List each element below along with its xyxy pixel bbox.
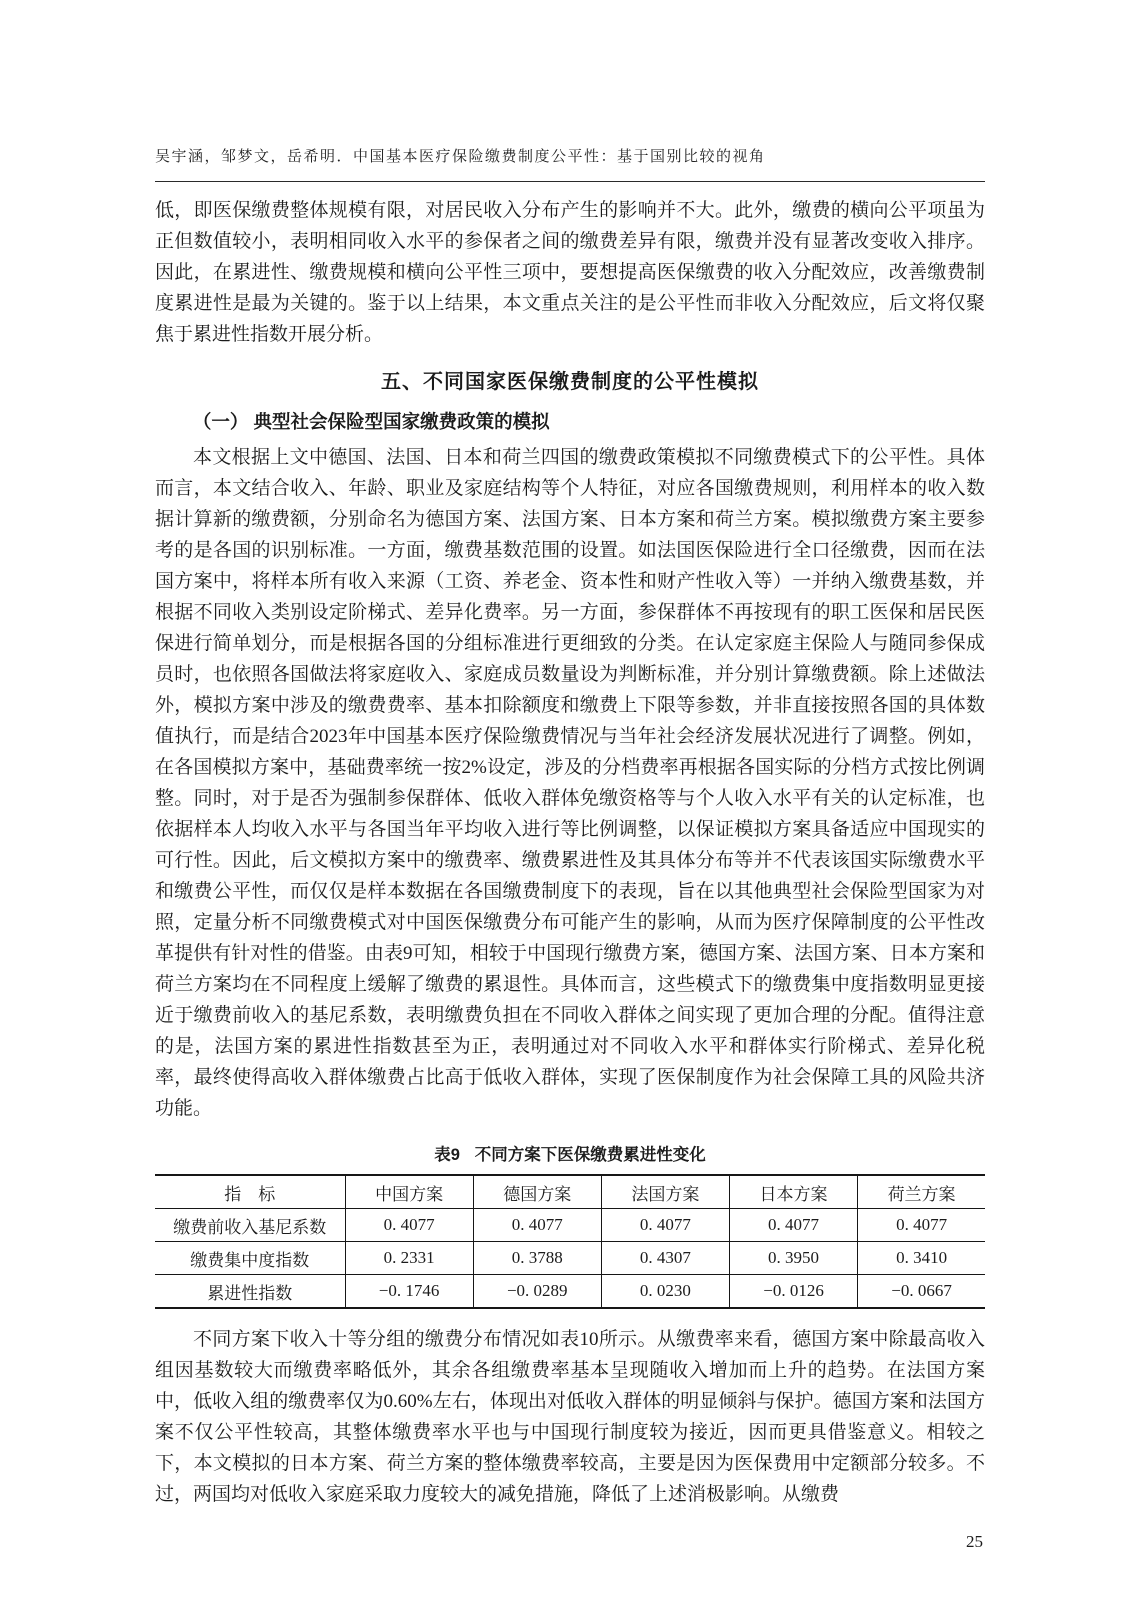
table-cell: 0. 4077 xyxy=(601,1209,729,1242)
table9 xyxy=(155,1174,985,1309)
table-cell: −0. 0667 xyxy=(858,1275,985,1309)
table-row xyxy=(155,1209,985,1242)
table9-caption-title: 不同方案下医保缴费累进性变化 xyxy=(474,1146,706,1164)
section-heading: 五、不同国家医保缴费制度的公平性模拟 xyxy=(381,371,759,393)
col-header-japan: 日本方案 xyxy=(729,1175,857,1209)
col-header-netherlands: 荷兰方案 xyxy=(858,1175,985,1209)
table-row xyxy=(155,1275,985,1309)
table-cell: 0. 4077 xyxy=(729,1209,857,1242)
paragraph-simulation: 本文根据上文中德国、法国、日本和荷兰四国的缴费政策模拟不同缴费模式下的公平性。具体而言，本文结合收入、年龄、职业及家庭结构等个人特征，对应各国缴费规则，利用样本的收入数据计算新的缴费额，分别命名为德国方案、法国方案、日本方案和荷兰方案。模拟缴费方案主要参考的是各国的识别标准。一方面，缴费基数范围的设置。如法国医保险进行全口径缴费，因而在法国方案中，将样本所有收入来源（工资、养老金、资本性和财产性收入等）一并纳入缴费基数，并根据不同收入类别设定阶梯式、差异化费率。另一方面，参保群体不再按现有的职工医保和居民医保进行简单划分，而是根据各国的分组标准进行更细致的分类。在认定家庭主保险人与随同参保成员时，也依照各国做法将家庭收入、家庭成员数量设为判断标准，并分别计算缴费额。除上述做法外，模拟方案中涉及的缴费费率、基本扣除额度和缴费上下限等参数，并非直接按照各国的具体数值执行，而是结合2023年中国基本医疗保险缴费情况与当年社会经济发展状况进行了调整。例如，在各国模拟方案中，基础费率统一按2%设定，涉及的分档费率再根据各国实际的分档方式按比例调整。同时，对于是否为强制参保群体、低收入群体免缴资格等与个人收入水平有关的认定标准，也依据样本人均收入水平与各国当年平均收入进行等比例调整，以保证模拟方案具备适应中国现实的可行性。因此，后文模拟方案中的缴费率、缴费累进性及其具体分布等并不代表该国实际缴费水平和缴费公平性，而仅仅是样本数据在各国缴费制度下的表现，旨在以其他典型社会保险型国家为对照，定量分析不同缴费模式对中国医保缴费分布可能产生的影响，从而为医疗保障制度的公平性改革提供有针对性的借鉴。由表9可知，相较于中国现行缴费方案，德国方案、法国方案、日本方案和荷兰方案均在不同程度上缓解了缴费的累退性。具体而言，这些模式下的缴费集中度指数明显更接近于缴费前收入的基尼系数，表明缴费负担在不同收入群体之间实现了更加合理的分配。值得注意的是，法国方案的累进性指数甚至为正，表明通过对不同收入水平和群体实行阶梯式、差异化税率，最终使得高收入群体缴费占比高于低收入群体，实现了医保制度作为社会保障工具的风险共济功能。 xyxy=(155,447,985,1119)
paragraph-continued: 低，即医保缴费整体规模有限，对居民收入分布产生的影响并不大。此外，缴费的横向公平项虽为正但数值较小，表明相同收入水平的参保者之间的缴费差异有限，缴费并没有显著改变收入排序。因此，在累进性、缴费规模和横向公平性三项中，要想提高医保缴费的收入分配效应，改善缴费制度累进性是最为关键的。鉴于以上结果，本文重点关注的是公平性而非收入分配效应，后文将仅聚焦于累进性指数开展分析。 xyxy=(155,200,985,345)
table-cell: 0. 3410 xyxy=(858,1242,985,1275)
col-header-france: 法国方案 xyxy=(601,1175,729,1209)
subsection-heading: （一） 典型社会保险型国家缴费政策的模拟 xyxy=(192,411,550,432)
table-cell: 0. 0230 xyxy=(601,1275,729,1309)
row-label-pre-contribution-gini: 缴费前收入基尼系数 xyxy=(155,1209,345,1242)
table-row xyxy=(155,1242,985,1275)
table-cell: 0. 4307 xyxy=(601,1242,729,1275)
paragraph-decile-analysis: 不同方案下收入十等分组的缴费分布情况如表10所示。从缴费率来看，德国方案中除最高收入组因基数较大而缴费率略低外，其余各组缴费率基本呈现随收入增加而上升的趋势。在法国方案中，低收入组的缴费率仅为0.60%左右，体现出对低收入群体的明显倾斜与保护。德国方案和法国方案不仅公平性较高，其整体缴费率水平也与中国现行制度较为接近，因而更具借鉴意义。相较之下，本文模拟的日本方案、荷兰方案的整体缴费率较高，主要是因为医保费用中定额部分较多。不过，两国均对低收入家庭采取力度较大的减免措施，降低了上述消极影响。从缴费 xyxy=(155,1329,985,1505)
table9-caption-label: 表9 xyxy=(434,1146,460,1164)
col-header-germany: 德国方案 xyxy=(473,1175,601,1209)
table-cell: 0. 4077 xyxy=(345,1209,473,1242)
page-content xyxy=(155,146,985,1552)
table-cell: 0. 3950 xyxy=(729,1242,857,1275)
table-cell: 0. 2331 xyxy=(345,1242,473,1275)
header-rule xyxy=(155,181,985,182)
table-header-row xyxy=(155,1175,985,1209)
page-body xyxy=(155,195,985,1552)
table-cell: 0. 4077 xyxy=(473,1209,601,1242)
running-head: 吴宇涵，邹梦文，岳希明．中国基本医疗保险缴费制度公平性：基于国别比较的视角 xyxy=(155,149,766,165)
table-cell: −0. 0289 xyxy=(473,1275,601,1309)
col-header-indicator: 指 标 xyxy=(155,1175,345,1209)
col-header-china: 中国方案 xyxy=(345,1175,473,1209)
page-number: 25 xyxy=(966,1532,983,1551)
table-cell: 0. 3788 xyxy=(473,1242,601,1275)
table-cell: 0. 4077 xyxy=(858,1209,985,1242)
row-label-concentration-index: 缴费集中度指数 xyxy=(155,1242,345,1275)
table-cell: −0. 0126 xyxy=(729,1275,857,1309)
page-header xyxy=(155,146,985,182)
table9-caption xyxy=(155,1141,985,1165)
table-cell: −0. 1746 xyxy=(345,1275,473,1309)
row-label-progressivity-index: 累进性指数 xyxy=(207,1283,293,1303)
